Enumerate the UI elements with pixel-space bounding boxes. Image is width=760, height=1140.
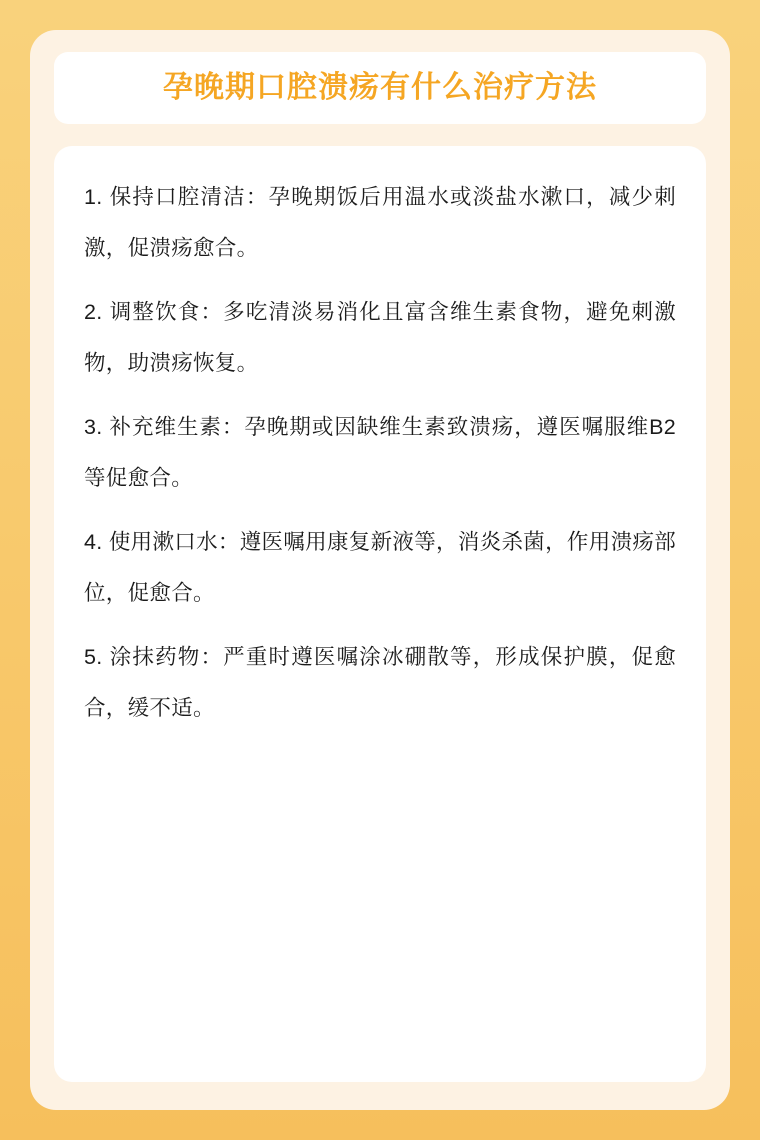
list-item: 4. 使用漱口水：遵医嘱用康复新液等，消炎杀菌，作用溃疡部位，促愈合。	[84, 530, 676, 605]
list-item: 5. 涂抹药物：严重时遵医嘱涂冰硼散等，形成保护膜，促愈合，缓不适。	[84, 645, 676, 720]
list-item: 3. 补充维生素：孕晚期或因缺维生素致溃疡，遵医嘱服维B2等促愈合。	[84, 415, 676, 490]
content-card	[30, 30, 730, 1110]
page-title: 孕晚期口腔溃疡有什么治疗方法	[163, 71, 597, 104]
list-item: 2. 调整饮食：多吃清淡易消化且富含维生素食物，避免刺激物，助溃疡恢复。	[84, 300, 676, 375]
tips-list	[54, 146, 706, 1082]
title-bar	[54, 52, 706, 124]
list-item: 1. 保持口腔清洁：孕晚期饭后用温水或淡盐水漱口，减少刺激，促溃疡愈合。	[84, 185, 676, 260]
